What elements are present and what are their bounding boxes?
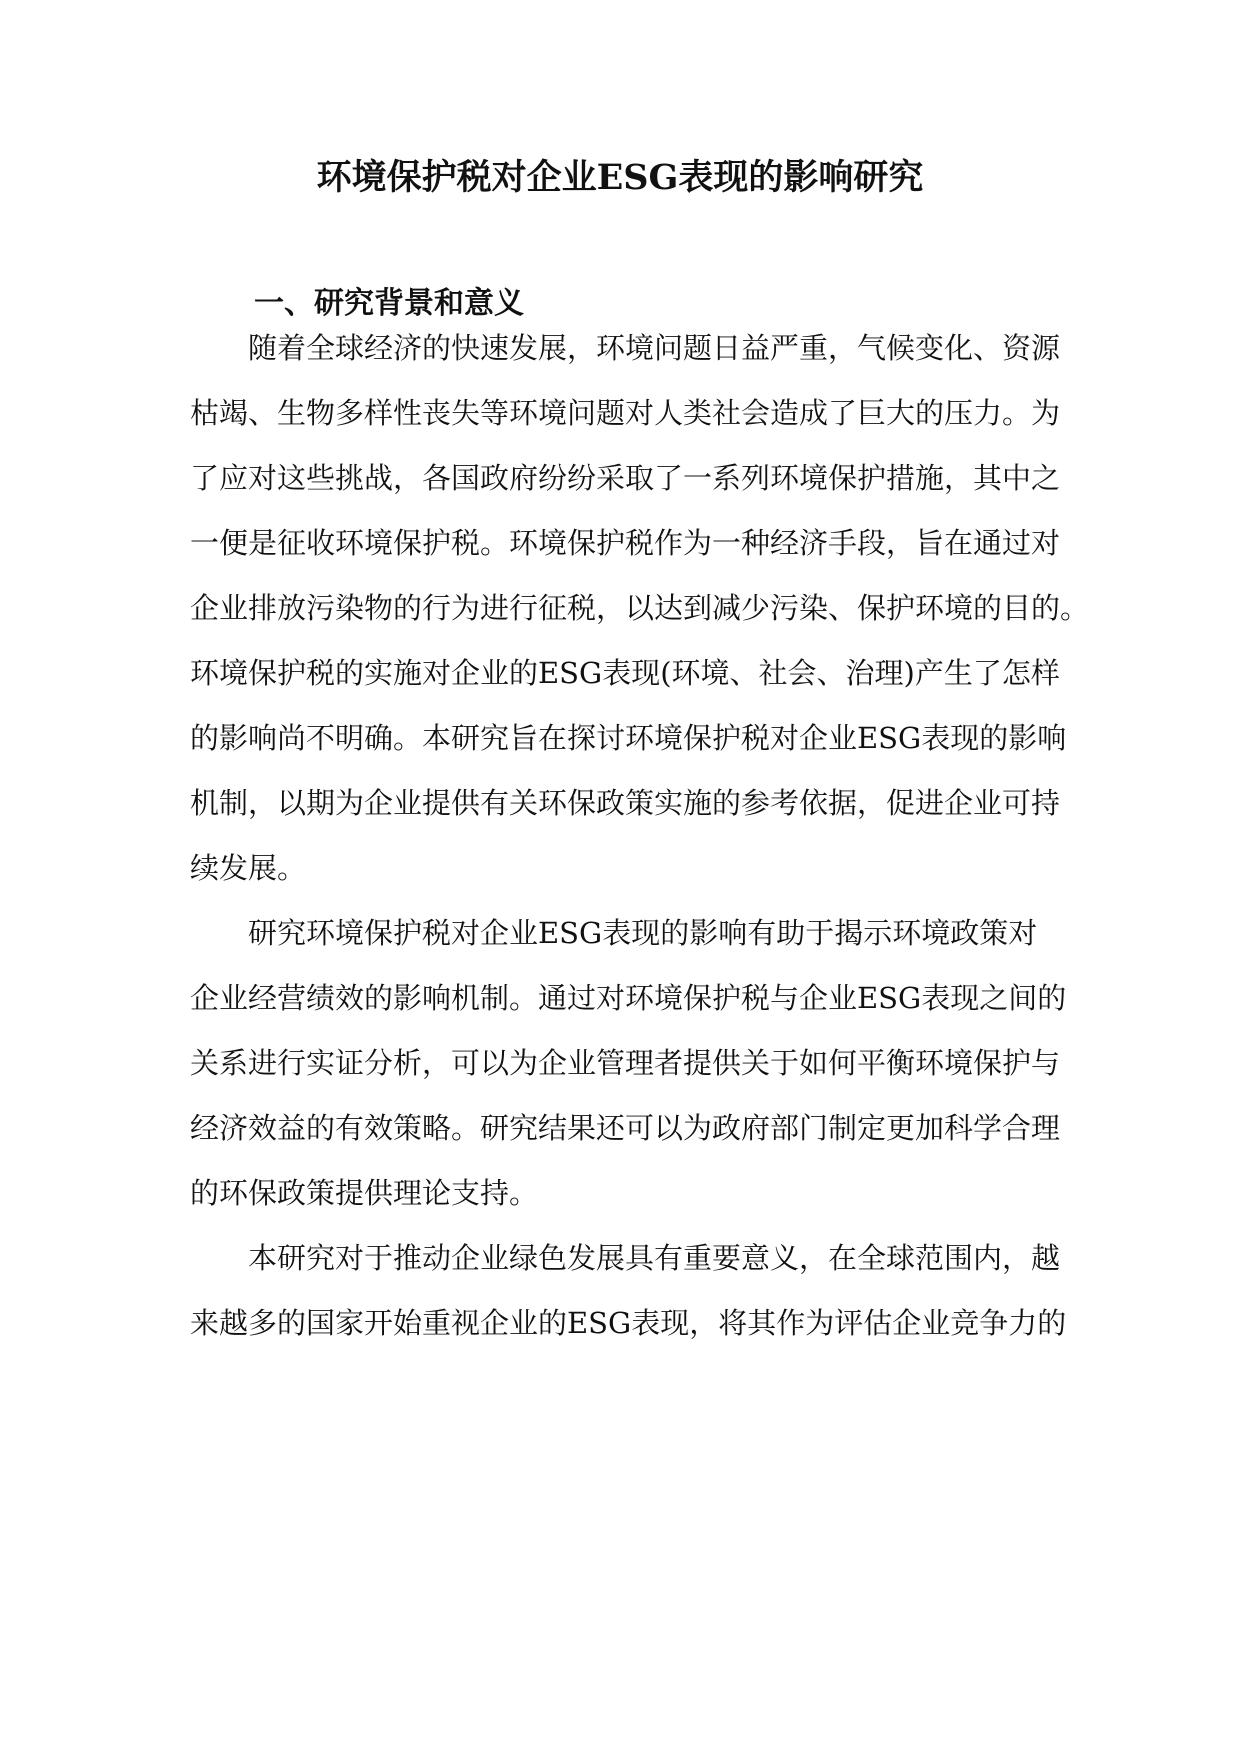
body-text-line: 经济效益的有效策略。研究结果还可以为政府部门制定更加科学合理 bbox=[190, 1111, 1061, 1145]
body-text-line: 的影响尚不明确。本研究旨在探讨环境保护税对企业ESG表现的影响 bbox=[190, 721, 1067, 755]
body-text-line: 企业经营绩效的影响机制。通过对环境保护税与企业ESG表现之间的 bbox=[190, 981, 1067, 1015]
document-title: 环境保护税对企业ESG表现的影响研究 bbox=[316, 157, 924, 198]
body-text-line: 机制，以期为企业提供有关环保政策实施的参考依据，促进企业可持 bbox=[190, 786, 1061, 820]
body-text-line: 枯竭、生物多样性丧失等环境问题对人类社会造成了巨大的压力。为 bbox=[190, 396, 1061, 430]
body-text-line: 研究环境保护税对企业ESG表现的影响有助于揭示环境政策对 bbox=[248, 916, 1038, 950]
body-text-line: 关系进行实证分析，可以为企业管理者提供关于如何平衡环境保护与 bbox=[190, 1046, 1061, 1080]
body-text-line: 环境保护税的实施对企业的ESG表现(环境、社会、治理)产生了怎样 bbox=[190, 656, 1060, 690]
body-text-line: 本研究对于推动企业绿色发展具有重要意义，在全球范围内，越 bbox=[248, 1241, 1061, 1275]
body-text-line: 续发展。 bbox=[190, 851, 307, 885]
body-text-line: 随着全球经济的快速发展，环境问题日益严重，气候变化、资源 bbox=[248, 331, 1061, 365]
section-heading: 一、研究背景和意义 bbox=[254, 286, 524, 321]
body-text-line: 了应对这些挑战，各国政府纷纷采取了一系列环境保护措施，其中之 bbox=[190, 461, 1061, 495]
body-text-line: 企业排放污染物的行为进行征税，以达到减少污染、保护环境的目的。 bbox=[190, 591, 1090, 625]
body-text-line: 来越多的国家开始重视企业的ESG表现，将其作为评估企业竞争力的 bbox=[190, 1306, 1067, 1340]
body-text-line: 的环保政策提供理论支持。 bbox=[190, 1176, 539, 1210]
body-text-line: 一便是征收环境保护税。环境保护税作为一种经济手段，旨在通过对 bbox=[190, 526, 1061, 560]
